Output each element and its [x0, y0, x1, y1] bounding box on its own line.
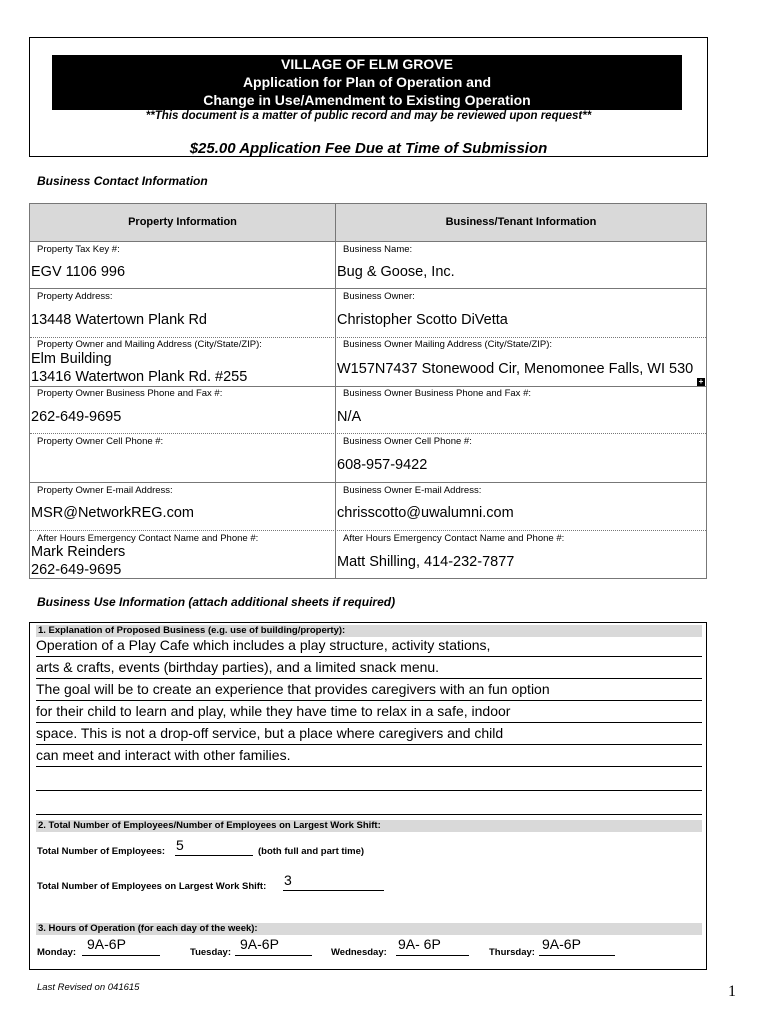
- property-address-field[interactable]: 13448 Watertown Plank Rd: [31, 312, 207, 328]
- owner-mailing-label: Property Owner and Mailing Address (City/State/ZIP):: [37, 339, 262, 350]
- emergency-contact-left-name-field[interactable]: Mark Reinders: [31, 544, 126, 560]
- property-address-label: Property Address:: [37, 291, 113, 302]
- tax-key-label: Property Tax Key #:: [37, 244, 120, 255]
- application-fee: $25.00 Application Fee Due at Time of Submission: [189, 140, 548, 157]
- business-owner-field[interactable]: Christopher Scotto DiVetta: [337, 312, 508, 328]
- business-phone-field[interactable]: N/A: [337, 409, 362, 425]
- owner-cell-label: Property Owner Cell Phone #:: [37, 436, 164, 447]
- thursday-label: Thursday:: [489, 947, 535, 958]
- total-employees-field[interactable]: 5: [176, 837, 184, 853]
- tax-key-field[interactable]: EGV 1106 996: [31, 264, 126, 280]
- business-cell-label: Business Owner Cell Phone #:: [343, 436, 472, 447]
- explanation-line[interactable]: arts & crafts, events (birthday parties), and a limited snack menu.: [36, 659, 440, 675]
- owner-mailing-line1-field[interactable]: Elm Building: [31, 351, 112, 367]
- contact-table: [29, 203, 707, 579]
- monday-label: Monday:: [37, 947, 77, 958]
- business-owner-label: Business Owner:: [343, 291, 415, 302]
- tuesday-hours-field[interactable]: 9A-6P: [240, 936, 279, 952]
- explanation-line[interactable]: The goal will be to create an experience that provides caregivers with an fun option: [36, 681, 550, 697]
- business-use-heading: Business Use Information (attach additional sheets if required): [37, 595, 396, 609]
- title-line-1: VILLAGE OF ELM GROVE: [281, 56, 453, 72]
- owner-email-field[interactable]: MSR@NetworkREG.com: [31, 505, 194, 521]
- business-cell-field[interactable]: 608-957-9422: [337, 457, 428, 473]
- tuesday-label: Tuesday:: [190, 947, 232, 958]
- q3-label: 3. Hours of Operation (for each day of the week):: [36, 923, 702, 935]
- emergency-contact-right-field[interactable]: Matt Shilling, 414-232-7877: [337, 554, 515, 570]
- business-info-header: Business/Tenant Information: [336, 204, 706, 241]
- public-record-notice: **This document is a matter of public record and may be reviewed upon request**: [145, 110, 592, 122]
- largest-shift-field[interactable]: 3: [284, 872, 292, 888]
- business-email-label: Business Owner E-mail Address:: [343, 485, 482, 496]
- total-employees-label: Total Number of Employees:: [37, 846, 166, 857]
- wednesday-label: Wednesday:: [331, 947, 387, 958]
- monday-hours-field[interactable]: 9A-6P: [87, 936, 126, 952]
- owner-phone-label: Property Owner Business Phone and Fax #:: [37, 388, 223, 399]
- business-mailing-label: Business Owner Mailing Address (City/State/ZIP):: [343, 339, 553, 350]
- page-number: 1: [728, 983, 736, 1000]
- contact-heading: Business Contact Information: [37, 174, 208, 188]
- wednesday-hours-field[interactable]: 9A- 6P: [398, 936, 441, 952]
- business-email-field[interactable]: chrisscotto@uwalumni.com: [337, 505, 514, 521]
- last-revised: Last Revised on 041615: [37, 982, 140, 993]
- explanation-line[interactable]: space. This is not a drop-off service, but a place where caregivers and child: [36, 725, 504, 741]
- business-name-label: Business Name:: [343, 244, 413, 255]
- explanation-line[interactable]: Operation of a Play Cafe which includes a play structure, activity stations,: [36, 637, 491, 653]
- business-mailing-field[interactable]: W157N7437 Stonewood Cir, Menomonee Falls, WI 530: [337, 361, 694, 377]
- property-info-header: Property Information: [30, 204, 335, 241]
- business-name-field[interactable]: Bug & Goose, Inc.: [337, 264, 455, 280]
- title-line-3: Change in Use/Amendment to Existing Operation: [203, 92, 531, 108]
- owner-mailing-line2-field[interactable]: 13416 Watertwon Plank Rd. #255: [31, 369, 248, 385]
- title-line-2: Application for Plan of Operation and: [242, 74, 492, 90]
- emergency-contact-left-label: After Hours Emergency Contact Name and Phone #:: [37, 533, 259, 544]
- largest-shift-label: Total Number of Employees on Largest Work Shift:: [37, 881, 267, 892]
- business-phone-label: Business Owner Business Phone and Fax #:: [343, 388, 531, 399]
- title-bar: [52, 55, 682, 110]
- expand-field-icon[interactable]: +: [698, 377, 704, 386]
- total-employees-note: (both full and part time): [258, 846, 365, 857]
- q1-label: 1. Explanation of Proposed Business (e.g. use of building/property):: [36, 625, 702, 637]
- thursday-hours-field[interactable]: 9A-6P: [542, 936, 581, 952]
- owner-phone-field[interactable]: 262-649-9695: [31, 409, 122, 425]
- emergency-contact-left-phone-field[interactable]: 262-649-9695: [31, 562, 122, 578]
- business-use-box: [29, 622, 707, 970]
- explanation-line[interactable]: for their child to learn and play, while they have time to relax in a safe, indoor: [36, 703, 511, 719]
- explanation-line[interactable]: can meet and interact with other families.: [36, 747, 291, 763]
- q2-label: 2. Total Number of Employees/Number of Employees on Largest Work Shift:: [36, 820, 702, 832]
- owner-email-label: Property Owner E-mail Address:: [37, 485, 173, 496]
- emergency-contact-right-label: After Hours Emergency Contact Name and Phone #:: [343, 533, 565, 544]
